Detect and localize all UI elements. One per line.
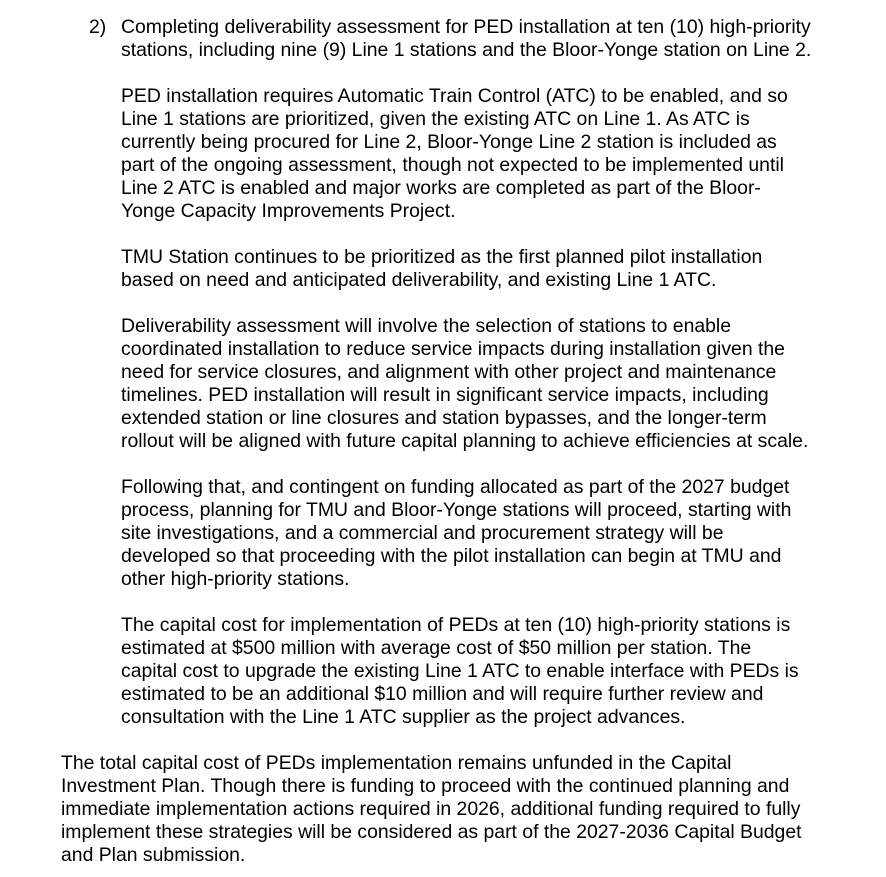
- list-item-number: 2): [89, 16, 107, 38]
- paragraph-tmu-priority: TMU Station continues to be prioritized as the first planned pilot installation based on need and anticipated deliverability, and existing Line 1 ATC.: [121, 246, 763, 291]
- paragraph-next-steps: Following that, and contingent on funding allocated as part of the 2027 budget process, planning for TMU and Bloor-Yonge stations will proceed, starting with site investigations, and a commercial and procurement strategy will be developed so that proceeding with the pilot installation can begin at TMU and other high-priority stations.: [121, 476, 792, 590]
- paragraph-funding-summary: The total capital cost of PEDs implementation remains unfunded in the Capital Investment Plan. Though there is funding to proceed with the continued planning and immediate implementation actions required in 2026, additional funding required to fully implement these strategies will be considered as part of the 2027-2036 Capital Budget and Plan submission.: [61, 752, 802, 866]
- paragraph-capital-cost: The capital cost for implementation of PEDs at ten (10) high-priority stations is estimated at $500 million with average cost of $50 million per station. The capital cost to upgrade the existing Line 1 ATC to enable interface with PEDs is estimated to be an additional $10 million and will require further review and consultation with the Line 1 ATC supplier as the project advances.: [121, 614, 799, 728]
- paragraph-deliverability-assessment: Completing deliverability assessment for PED installation at ten (10) high-priority stations, including nine (9) Line 1 stations and the Bloor-Yonge station on Line 2.: [121, 16, 812, 61]
- list-item-body: [121, 16, 879, 729]
- numbered-list-item: [89, 16, 879, 729]
- paragraph-atc-requirement: PED installation requires Automatic Train Control (ATC) to be enabled, and so Line 1 stations are prioritized, given the existing ATC on Line 1. As ATC is currently being procured for Line 2, Bloor-Yonge Line 2 station is included as part of the ongoing assessment, though not expected to be implemented until Line 2 ATC is enabled and major works are completed as part of the Bloor- Yonge Capacity Improvements Project.: [121, 85, 788, 222]
- paragraph-station-selection: Deliverability assessment will involve the selection of stations to enable coordinated installation to reduce service impacts during installation given the need for service closures, and alignment with other project and maintenance timelines. PED installation will result in significant service impacts, including extended station or line closures and station bypasses, and the longer-term rollout will be aligned with future capital planning to achieve efficiencies at scale.: [121, 315, 809, 452]
